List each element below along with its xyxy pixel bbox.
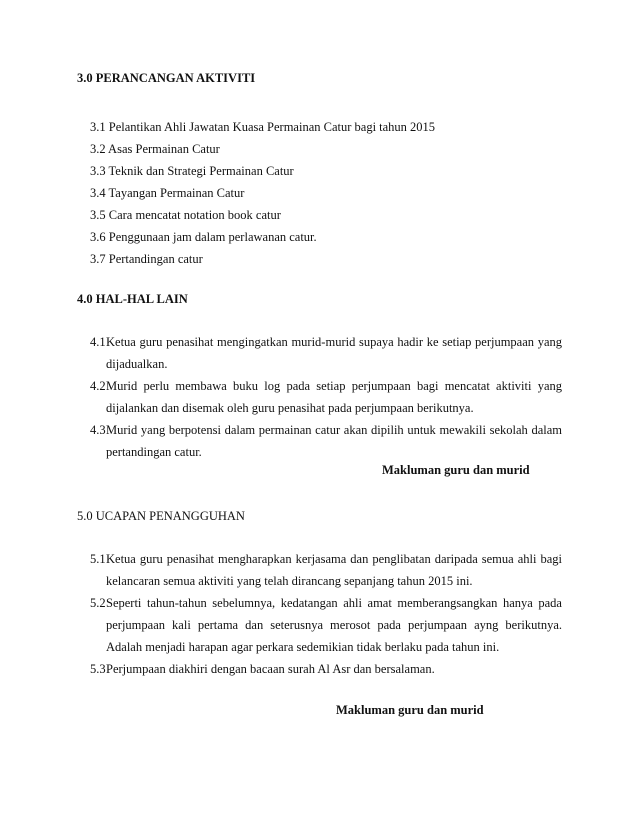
list-item bbox=[90, 375, 562, 419]
item-number: 4.2 bbox=[90, 379, 106, 393]
item-text: Murid yang berpotensi dalam permainan catur akan dipilih untuk mewakili sekolah dalam pertandingan catur. bbox=[106, 423, 562, 459]
list-item: 3.4 Tayangan Permainan Catur bbox=[90, 186, 245, 200]
list-item: 3.6 Penggunaan jam dalam perlawanan catur. bbox=[90, 230, 317, 244]
section-5-heading: 5.0 UCAPAN PENANGGUHAN bbox=[77, 509, 245, 523]
item-text: Perjumpaan diakhiri dengan bacaan surah Al Asr dan bersalaman. bbox=[106, 662, 435, 676]
item-text: Ketua guru penasihat mengharapkan kerjasama dan penglibatan daripada semua ahli bagi kelancaran semua aktiviti yang telah dirancang sepanjang tahun 2015 ini. bbox=[106, 552, 562, 588]
note-signature: Makluman guru dan murid bbox=[382, 463, 530, 477]
list-item: 3.2 Asas Permainan Catur bbox=[90, 142, 220, 156]
section-4-heading: 4.0 HAL-HAL LAIN bbox=[77, 292, 188, 306]
item-number: 5.3 bbox=[90, 662, 106, 676]
item-text: Murid perlu membawa buku log pada setiap perjumpaan bagi mencatat aktiviti yang dijalankan dan disemak oleh guru penasihat pada perjumpaan berikutnya. bbox=[106, 379, 562, 415]
list-item: 3.7 Pertandingan catur bbox=[90, 252, 203, 266]
list-item: 3.1 Pelantikan Ahli Jawatan Kuasa Permainan Catur bagi tahun 2015 bbox=[90, 120, 436, 134]
list-item bbox=[90, 331, 562, 375]
list-item bbox=[90, 419, 562, 463]
item-number: 4.1 bbox=[90, 335, 106, 349]
item-text: Ketua guru penasihat mengingatkan murid-murid supaya hadir ke setiap perjumpaan yang dijadualkan. bbox=[106, 335, 562, 371]
item-number: 5.2 bbox=[90, 596, 106, 610]
item-number: 5.1 bbox=[90, 552, 106, 566]
item-text: Seperti tahun-tahun sebelumnya, kedatangan ahli amat memberangsangkan hanya pada perjumpaan kali pertama dan seterusnya merosot pada perjumpaan ayng berikutnya. Adalah menjadi harapan agar perkara sedemikian tidak berlaku pada tahun ini. bbox=[106, 596, 562, 654]
item-number: 4.3 bbox=[90, 423, 106, 437]
list-item: 3.5 Cara mencatat notation book catur bbox=[90, 208, 281, 222]
list-item bbox=[90, 658, 562, 680]
list-item bbox=[90, 592, 562, 658]
section-3-heading: 3.0 PERANCANGAN AKTIVITI bbox=[77, 71, 256, 85]
list-item: 3.3 Teknik dan Strategi Permainan Catur bbox=[90, 164, 294, 178]
list-item bbox=[90, 548, 562, 592]
note-signature: Makluman guru dan murid bbox=[336, 703, 484, 717]
